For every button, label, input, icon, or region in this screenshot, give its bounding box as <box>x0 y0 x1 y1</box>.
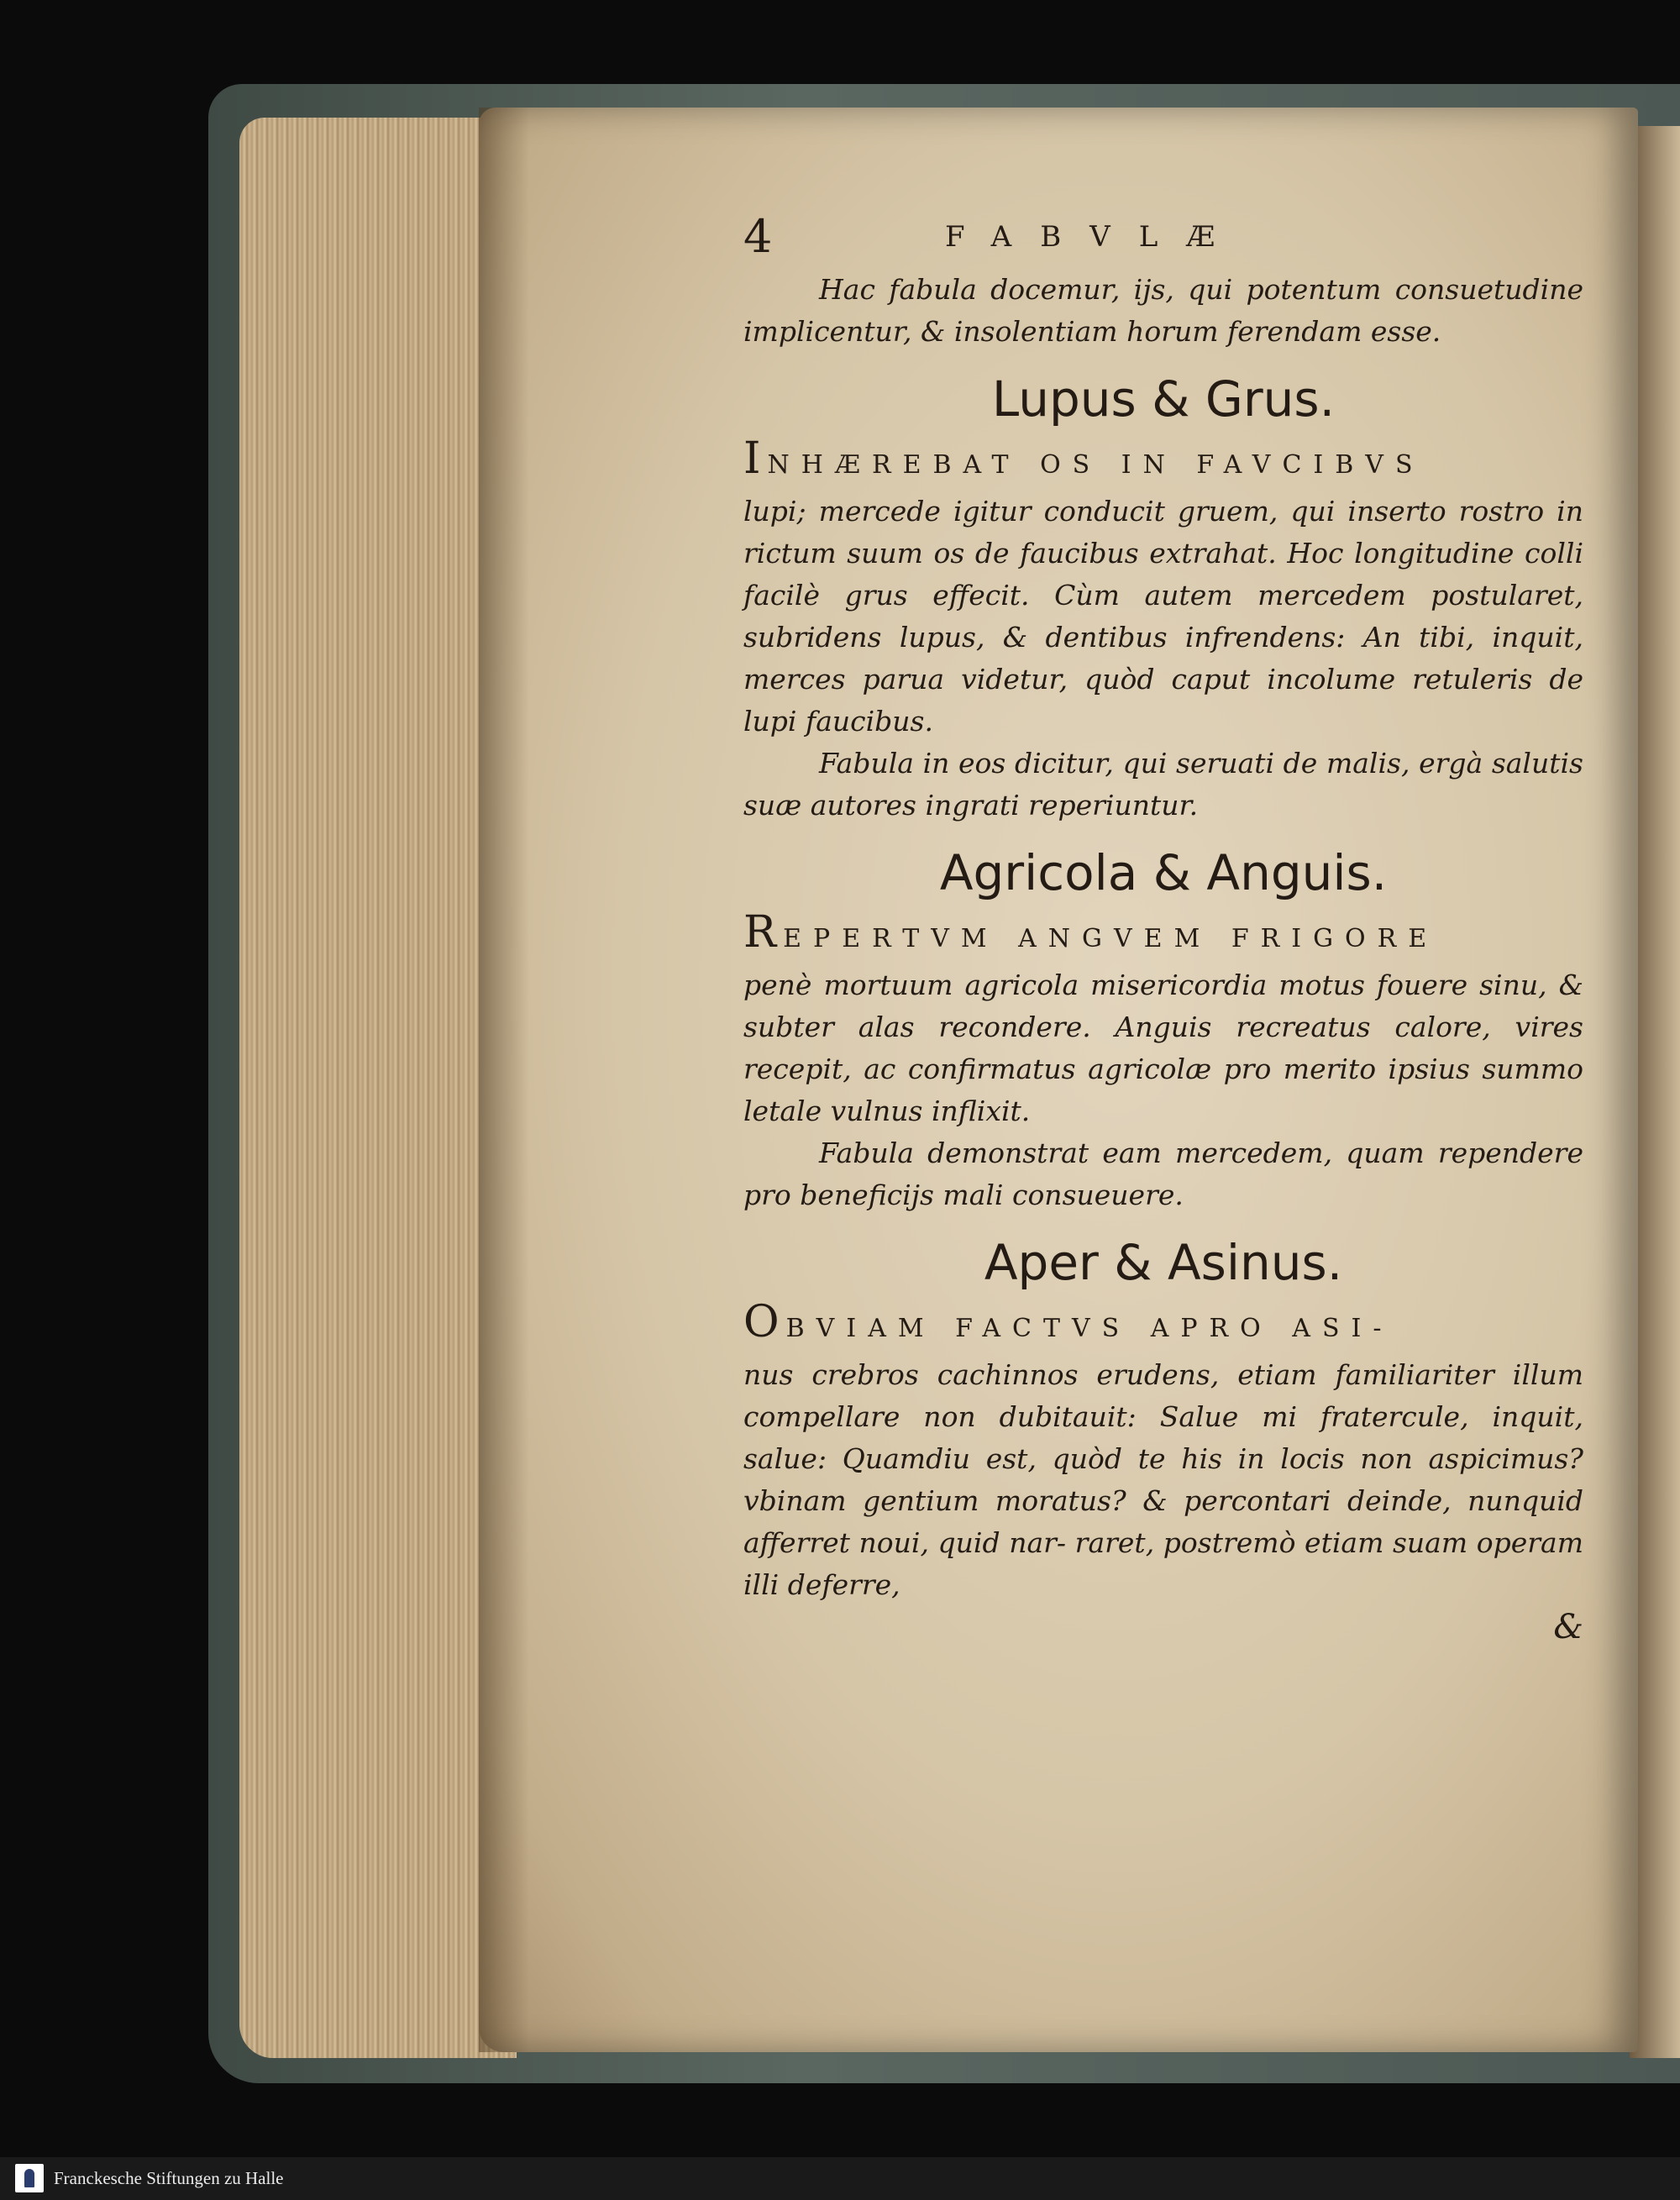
page-gutter-shadow <box>479 108 529 2052</box>
opening-small-caps: EPERTVM ANGVEM FRIGORE <box>783 924 1439 953</box>
institution-logo-icon[interactable] <box>15 2164 44 2192</box>
page-text <box>743 210 1583 1648</box>
fable-opening <box>743 1297 1583 1354</box>
fable-text: penè mortuum agricola misericordia motus fouere sinu, & subter alas recondere. Anguis recreatus calore, vires recepit, ac confirmatus agricolæ pro merito ipsius summo letale vulnus inflixit. <box>743 969 1583 1127</box>
institution-name[interactable]: Franckesche Stiftungen zu Halle <box>54 2168 284 2188</box>
page-edges <box>239 118 517 2058</box>
fable-moral: Fabula demonstrat eam mercedem, quam rependere pro beneficijs mali consueuere. <box>743 1137 1583 1211</box>
catchword: & <box>1553 1608 1583 1646</box>
opening-small-caps: BVIAM FACTVS APRO ASI- <box>785 1314 1394 1343</box>
footer-bar <box>0 2157 1680 2200</box>
page-header <box>743 210 1583 269</box>
fable-opening <box>743 907 1583 964</box>
fable-opening <box>743 433 1583 491</box>
fable-title: Lupus & Grus. <box>991 370 1336 428</box>
fable-moral: Fabula in eos dicitur, qui seruati de malis, ergà salutis suæ autores ingrati reperiuntur. <box>743 747 1583 822</box>
opening-small-caps: NHÆREBAT OS IN FAVCIBVS <box>767 450 1425 480</box>
fable-text: nus crebros cachinnos erudens, etiam familiariter illum compellare non dubitauit: Salue mi fratercule, inquit, salue: Quamdiu est, quòd te his in locis non aspicimus? vbinam gentium moratus? & percontari deinde, nunquid afferret noui, quid nar- raret, postremò etiam suam operam illi deferre, <box>743 1358 1583 1601</box>
fable-title: Agricola & Anguis. <box>939 844 1388 901</box>
fable-title: Aper & Asinus. <box>984 1234 1343 1291</box>
drop-letter: O <box>743 1297 786 1347</box>
running-head: FABVLÆ <box>945 220 1244 254</box>
fable-lupus-grus <box>743 370 1583 827</box>
fable-text: lupi; mercede igitur conducit gruem, qui inserto rostro in rictum suum os de faucibus extrahat. Hoc longitudine colli facilè grus effecit. Cùm autem mercedem postularet, subridens lupus, & dentibus infrendens: An tibi, inquit, merces parua videtur, quòd caput incolume retuleris de lupi faucibus. <box>743 495 1583 738</box>
fable-agricola-anguis <box>743 843 1583 1216</box>
intro-moral: Hac fabula docemur, ijs, qui potentum consuetudine implicentur, & insolentiam horum ferendam esse. <box>743 273 1583 348</box>
drop-letter: R <box>743 907 784 958</box>
page-number: 4 <box>743 210 773 263</box>
fable-aper-asinus <box>743 1233 1583 1606</box>
drop-letter: I <box>743 433 768 484</box>
